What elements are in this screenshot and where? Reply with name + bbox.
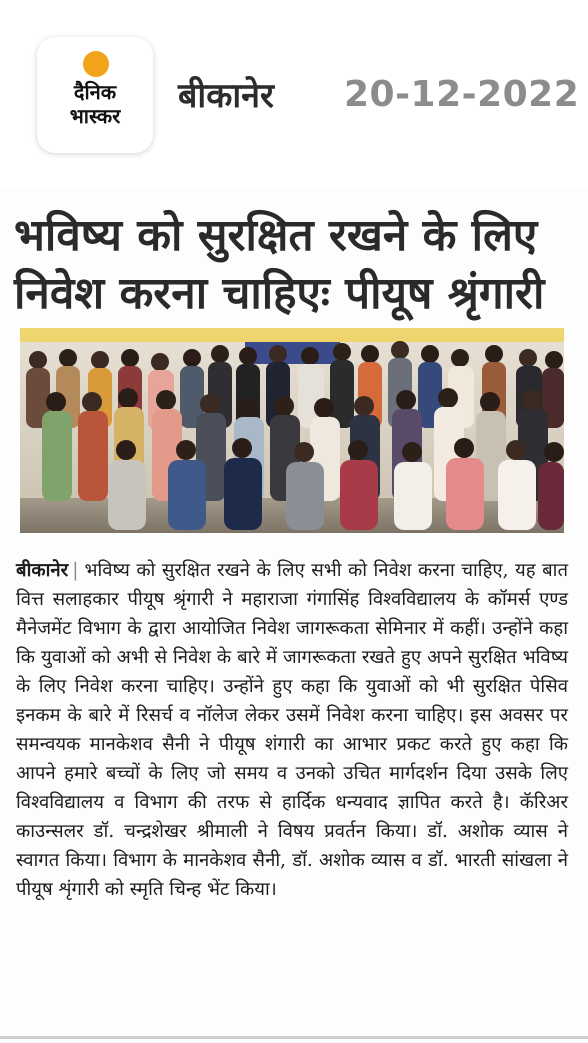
article-body-text: भविष्य को सुरक्षित रखने के लिए सभी को निवेश करना चाहिए, यह बात वित्त सलाहकार पीयूष श्रृंगारी ने महाराजा गंगासिंह विश्वविद्यालय के कॉमर्स एण्ड मैनेजमेंट विभाग के द्वारा आयोजित निवेश जागरूकता सेमिनार में कहीं। उन्होंने कहा कि युवाओं को अभी से निवेश के बारे में जागरूकता रखते हुए अपने सुरक्षित भविष्य के लिए निवेश करना चाहिए। उन्होंने हुए कहा कि युवाओं को भी सुरक्षित पेसिव इनकम के बारे में रिसर्च व नॉलेज लेकर उसमें निवेश करना चाहिए। इस अवसर पर समन्वयक मानकेशव सैनी ने पीयूष शंगारी का आभार प्रकट करते हुए कहा कि आपने हमारे बच्चों के लिए जो समय व उनको उचित मार्गदर्शन दिया उसके लिए विश्वविद्यालय व विभाग की तरफ से हार्दिक धन्यवाद ज्ञापित करते है। कॅरिअर काउन्सलर डॉ. चन्द्रशेखर श्रीमाली ने विषय प्रवर्तन किया। डॉ. अशोक व्यास ने स्वागत किया। विभाग के मानकेशव सैनी, डॉ. अशोक व्यास व डॉ. भारती सांखला ने पीयूष शृंगारी को स्मृति चिन्ह भेंट किया। [16,560,568,900]
city-name: बीकानेर [178,76,274,116]
dainik-bhaskar-logo[interactable] [37,37,153,153]
bottom-divider [0,1036,588,1039]
sun-icon [83,51,109,77]
edition-date: 20-12-2022 [344,74,580,115]
logo-text-line2: भास्कर [69,104,121,128]
headline-line-2: निवेश करना चाहिएः पीयूष श्रृंगारी [14,268,545,319]
group-photo [20,328,564,533]
dateline: बीकानेर [16,560,69,581]
newspaper-clipping [0,188,588,1043]
headline-line-1: भविष्य को सुरक्षित रखने के लिए [14,210,538,261]
page-header [0,0,588,185]
dateline-separator: | [72,560,79,581]
logo-text-line1: दैनिक [73,80,117,104]
article-body [16,556,568,904]
